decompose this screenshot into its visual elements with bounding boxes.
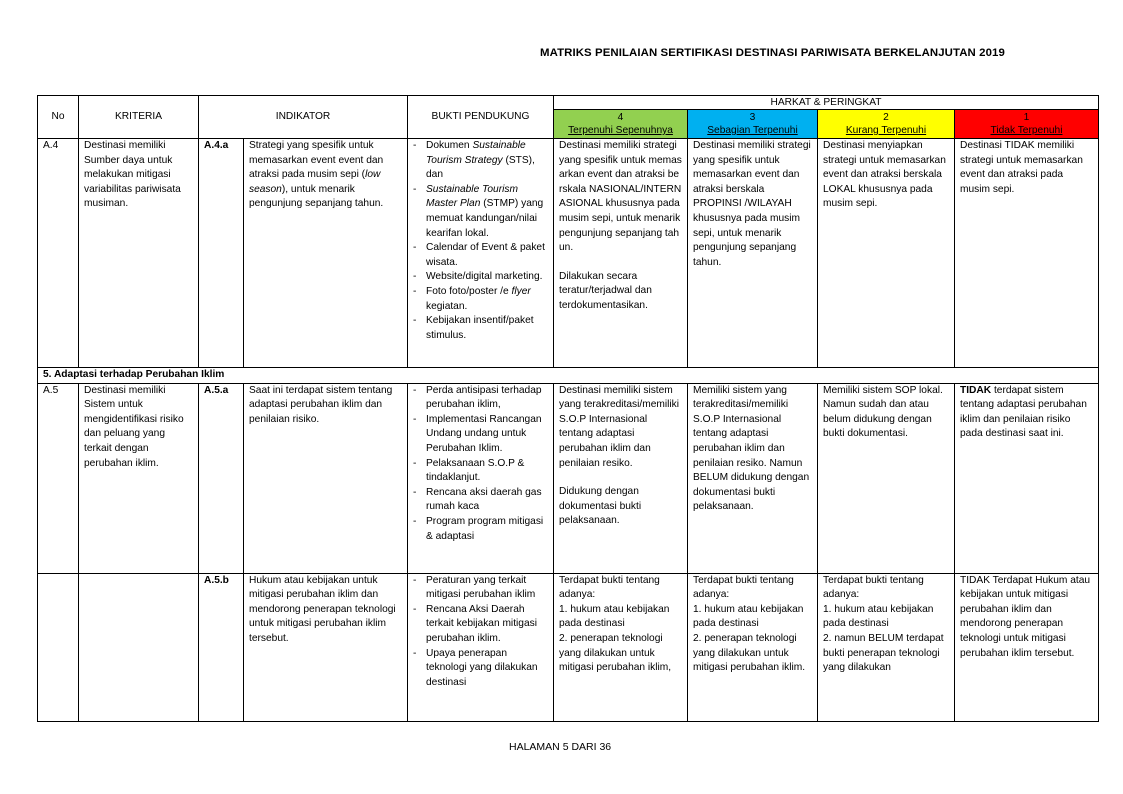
- indicator-cell: Hukum atau kebijakan untuk mitigasi perubahan iklim dan mendorong penerapan teknologi untuk mitigasi perubahan iklim tersebut.: [244, 573, 408, 721]
- table-row-a4: [38, 139, 1099, 368]
- row-number: A.4: [38, 139, 79, 368]
- grade-1-score: 1: [1023, 112, 1030, 123]
- row-number: [38, 573, 79, 721]
- footer-mid: DARI: [568, 741, 600, 753]
- grade-3-score: 3: [749, 112, 756, 123]
- document-title: MATRIKS PENILAIAN SERTIFIKASI DESTINASI PARIWISATA BERKELANJUTAN 2019: [540, 47, 1005, 59]
- criteria-cell: [79, 573, 199, 721]
- grade-4-score: 4: [617, 112, 624, 123]
- header-row: [38, 96, 1099, 110]
- evidence-cell: [408, 139, 554, 368]
- grade-3-header: [688, 110, 818, 139]
- grade-1-label: Tidak Terpenuhi: [990, 125, 1063, 136]
- evidence-cell: [408, 573, 554, 721]
- section-row: [38, 368, 1099, 384]
- grade-4-cell: Destinasi memiliki sistem yang terakreditasi/memiliki S.O.P Internasional tentang adaptasi perubahan iklim dan penilaian resiko. Didukung dengan dokumentasi bukti pelaksanaan.: [554, 383, 688, 573]
- grade-4-cell: Destinasi memiliki strategi yang spesifik untuk memasarkan event dan atraksi berskala NASIONAL/INTERNASIONAL khususnya pada musim sepi, untuk menarik pengunjung sepanjang tahun. Dilakukan secara teratur/terjadwal dan terdokumentasikan.: [554, 139, 688, 368]
- grade-4-cell: Terdapat bukti tentang adanya: 1. hukum atau kebijakan pada destinasi 2. penerapan teknologi yang dilakukan untuk mitigasi perubahan iklim,: [554, 573, 688, 721]
- section-title: 5. Adaptasi terhadap Perubahan Iklim: [38, 368, 1099, 384]
- header-bukti-pendukung: BUKTI PENDUKUNG: [408, 96, 554, 139]
- grade-4-label: Terpenuhi Sepenuhnya: [568, 125, 673, 136]
- evidence-item: - Foto foto/poster /e flyer kegiatan.: [413, 285, 548, 314]
- footer-total-pages: 36: [599, 741, 612, 753]
- evidence-item: - Implementasi Rancangan Undang undang untuk Perubahan Iklim.: [413, 413, 548, 457]
- grade-3-cell: Terdapat bukti tentang adanya: 1. hukum atau kebijakan pada destinasi 2. penerapan teknologi yang dilakukan untuk mitigasi perubahan iklim.: [688, 573, 818, 721]
- footer-page-number: 5: [562, 741, 569, 753]
- evidence-item: - Rencana aksi daerah gas rumah kaca: [413, 486, 548, 515]
- table-row-a5b: [38, 573, 1099, 721]
- grade-3-cell: Destinasi memiliki strategi yang spesifik untuk memasarkan event dan atraksi berskala PROPINSI /WILAYAH khususnya pada musim sepi, untuk menarik pengunjung sepanjang tahun.: [688, 139, 818, 368]
- grade-2-cell: Terdapat bukti tentang adanya: 1. hukum atau kebijakan pada destinasi 2. namun BELUM terdapat bukti penerapan teknologi yang dilakukan: [818, 573, 955, 721]
- header-harkat-peringkat: HARKAT & PERINGKAT: [554, 96, 1099, 110]
- evidence-item: - Rencana Aksi Daerah terkait kebijakan mitigasi perubahan iklim.: [413, 603, 548, 647]
- evidence-item: - Sustainable Tourism Master Plan (STMP) yang memuat kandungan/nilai kearifan lokal.: [413, 183, 548, 241]
- footer-prefix: HALAMAN: [509, 741, 563, 753]
- assessment-matrix-table: [37, 95, 1099, 722]
- table-row-a5a: [38, 383, 1099, 573]
- grade-3-label: Sebagian Terpenuhi: [707, 125, 798, 136]
- evidence-item: - Program program mitigasi & adaptasi: [413, 515, 548, 544]
- indicator-code: A.5.b: [199, 573, 244, 721]
- evidence-item: - Pelaksanaan S.O.P & tindaklanjut.: [413, 457, 548, 486]
- evidence-item: - Calendar of Event & paket wisata.: [413, 241, 548, 270]
- evidence-item: - Dokumen Sustainable Tourism Strategy (STS), dan: [413, 139, 548, 183]
- grade-3-cell: Memiliki sistem yang terakreditasi/memiliki S.O.P Internasional tentang adaptasi perubahan iklim dan penilaian resiko. Namun BELUM didukung dengan dokumentasi bukti pelaksanaan.: [688, 383, 818, 573]
- evidence-item: - Perda antisipasi terhadap perubahan iklim,: [413, 384, 548, 413]
- criteria-cell: Destinasi memiliki Sumber daya untuk melakukan mitigasi variabilitas pariwisata musiman.: [79, 139, 199, 368]
- page-footer: [509, 741, 709, 753]
- row-number: A.5: [38, 383, 79, 573]
- indicator-cell: Strategi yang spesifik untuk memasarkan event event dan atraksi pada musim sepi (low season), untuk menarik pengunjung sepanjang tahun.: [244, 139, 408, 368]
- indicator-code: A.4.a: [199, 139, 244, 368]
- grade-2-cell: Memiliki sistem SOP lokal. Namun sudah dan atau belum didukung dengan bukti dokumentasi.: [818, 383, 955, 573]
- grade-2-label: Kurang Terpenuhi: [845, 125, 927, 136]
- evidence-item: - Website/digital marketing.: [413, 270, 548, 285]
- grade-1-cell: TIDAK Terdapat Hukum atau kebijakan untuk mitigasi perubahan iklim dan mendorong penerapan teknologi untuk mitigasi perubahan iklim tersebut.: [955, 573, 1099, 721]
- grade-2-cell: Destinasi menyiapkan strategi untuk memasarkan event dan atraksi berskala LOKAL khususnya pada musim sepi.: [818, 139, 955, 368]
- header-indikator: INDIKATOR: [199, 96, 408, 139]
- grade-1-cell: Destinasi TIDAK memiliki strategi untuk memasarkan event dan atraksi pada musim sepi.: [955, 139, 1099, 368]
- criteria-cell: Destinasi memiliki Sistem untuk mengidentifikasi risiko dan peluang yang terkait dengan perubahan iklim.: [79, 383, 199, 573]
- indicator-cell: Saat ini terdapat sistem tentang adaptasi perubahan iklim dan penilaian risiko.: [244, 383, 408, 573]
- grade-2-score: 2: [883, 112, 889, 123]
- evidence-item: - Kebijakan insentif/paket stimulus.: [413, 314, 548, 343]
- grade-1-cell: TIDAK terdapat sistem tentang adaptasi perubahan iklim dan penilaian risiko pada destinasi saat ini.: [955, 383, 1099, 573]
- grade-2-header: [818, 110, 955, 139]
- indicator-code: A.5.a: [199, 383, 244, 573]
- grade-4-header: [554, 110, 688, 139]
- header-no: No: [38, 96, 79, 139]
- evidence-cell: [408, 383, 554, 573]
- header-kriteria: KRITERIA: [79, 96, 199, 139]
- grade-1-header: [955, 110, 1099, 139]
- evidence-item: - Upaya penerapan teknologi yang dilakukan destinasi: [413, 647, 548, 691]
- evidence-item: - Peraturan yang terkait mitigasi perubahan iklim: [413, 574, 548, 603]
